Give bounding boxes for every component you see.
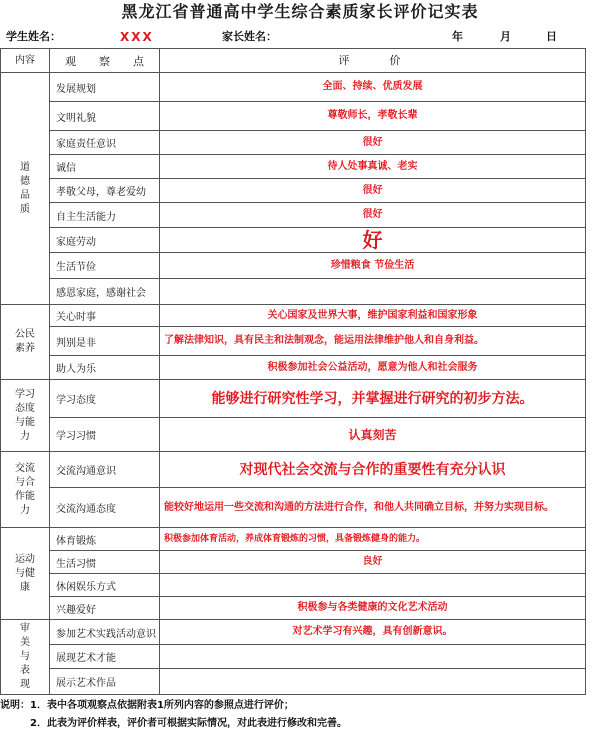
page-title: 黑龙江省普通高中学生综合素质家长评价记实表 (121, 2, 479, 21)
observe-item: 孝敬父母，尊老爱幼 (50, 179, 160, 203)
observe-item: 休闲娱乐方式 (50, 574, 160, 597)
observe-item: 家庭责任意识 (50, 131, 160, 155)
notes (0, 697, 600, 733)
observe-item: 生活节俭 (50, 253, 160, 279)
evaluation-text: 对现代社会交流与合作的重要性有充分认识 (160, 452, 585, 488)
month-label: 月 (500, 30, 511, 43)
evaluation-text: 尊敬师长，孝敬长辈 (160, 102, 585, 131)
evaluation-text: 对艺术学习有兴趣，具有创新意识。 (160, 620, 585, 645)
evaluation-text: 能较好地运用一些交流和沟通的方法进行合作，和他人共同确立目标，并努力实现目标。 (160, 488, 585, 528)
evaluation-text (160, 279, 585, 305)
evaluation-text: 全面、持续、优质发展 (160, 73, 585, 102)
year-label: 年 (452, 30, 463, 43)
category-learning: 学习态度与能力 (1, 380, 50, 452)
day-label: 日 (546, 30, 557, 43)
evaluation-text: 积极参与各类健康的文化艺术活动 (160, 597, 585, 620)
evaluation-text (160, 645, 585, 669)
observe-item: 诚信 (50, 155, 160, 179)
observe-item: 自主生活能力 (50, 203, 160, 228)
evaluation-text: 良好 (160, 551, 585, 574)
observe-item: 关心时事 (50, 305, 160, 327)
observe-item: 展现艺术才能 (50, 645, 160, 669)
category-aesthetics: 审美与表现 (1, 620, 50, 694)
observe-item: 兴趣爱好 (50, 597, 160, 620)
observe-item: 发展规划 (50, 73, 160, 102)
observe-item: 学习习惯 (50, 418, 160, 452)
observe-item: 展示艺术作品 (50, 669, 160, 694)
observe-item: 家庭劳动 (50, 228, 160, 253)
evaluation-text: 待人处事真诚、老实 (160, 155, 585, 179)
header-content: 内容 (1, 49, 50, 73)
evaluation-table (0, 48, 586, 695)
parent-name-label: 家长姓名： (222, 30, 277, 43)
note-line-1: 说明：1．表中各项观察点依据附表1所列内容的参照点进行评价； (0, 700, 294, 711)
category-moral: 道德品质 (1, 73, 50, 305)
note-line-2: 2．此表为评价样表，评价者可根据实际情况，对此表进行修改和完善。 (30, 718, 347, 729)
info-row (0, 26, 600, 48)
header-evaluation: 评 价 (160, 49, 585, 73)
evaluation-text: 好 (160, 228, 585, 253)
evaluation-text: 珍惜粮食 节俭生活 (160, 253, 585, 279)
student-name-label: 学生姓名： (6, 30, 61, 43)
observe-item: 助人为乐 (50, 356, 160, 380)
evaluation-text: 了解法律知识，具有民主和法制观念，能运用法律维护他人和自身利益。 (160, 327, 585, 356)
evaluation-text (160, 574, 585, 597)
header-observe: 观 察 点 (50, 49, 160, 73)
student-name-value: XXX (120, 30, 154, 44)
observe-item: 参加艺术实践活动意识 (50, 620, 160, 645)
evaluation-text: 关心国家及世界大事，维护国家利益和国家形象 (160, 305, 585, 327)
category-civic: 公民素养 (1, 305, 50, 380)
evaluation-text: 积极参加体育活动，养成体育锻炼的习惯，具备锻炼健身的能力。 (160, 528, 585, 551)
category-health: 运动与健康 (1, 528, 50, 620)
evaluation-text: 积极参加社会公益活动，愿意为他人和社会服务 (160, 356, 585, 380)
observe-item: 体育锻炼 (50, 528, 160, 551)
category-communication: 交流与合作能力 (1, 452, 50, 528)
observe-item: 交流沟通态度 (50, 488, 160, 528)
evaluation-text: 很好 (160, 131, 585, 155)
evaluation-text: 很好 (160, 203, 585, 228)
observe-item: 生活习惯 (50, 551, 160, 574)
observe-item: 文明礼貌 (50, 102, 160, 131)
observe-item: 判别是非 (50, 327, 160, 356)
observe-item: 感恩家庭，感谢社会 (50, 279, 160, 305)
evaluation-text: 认真刻苦 (160, 418, 585, 452)
evaluation-text (160, 669, 585, 694)
observe-item: 学习态度 (50, 380, 160, 418)
observe-item: 交流沟通意识 (50, 452, 160, 488)
evaluation-text: 很好 (160, 179, 585, 203)
evaluation-text: 能够进行研究性学习，并掌握进行研究的初步方法。 (160, 380, 585, 418)
